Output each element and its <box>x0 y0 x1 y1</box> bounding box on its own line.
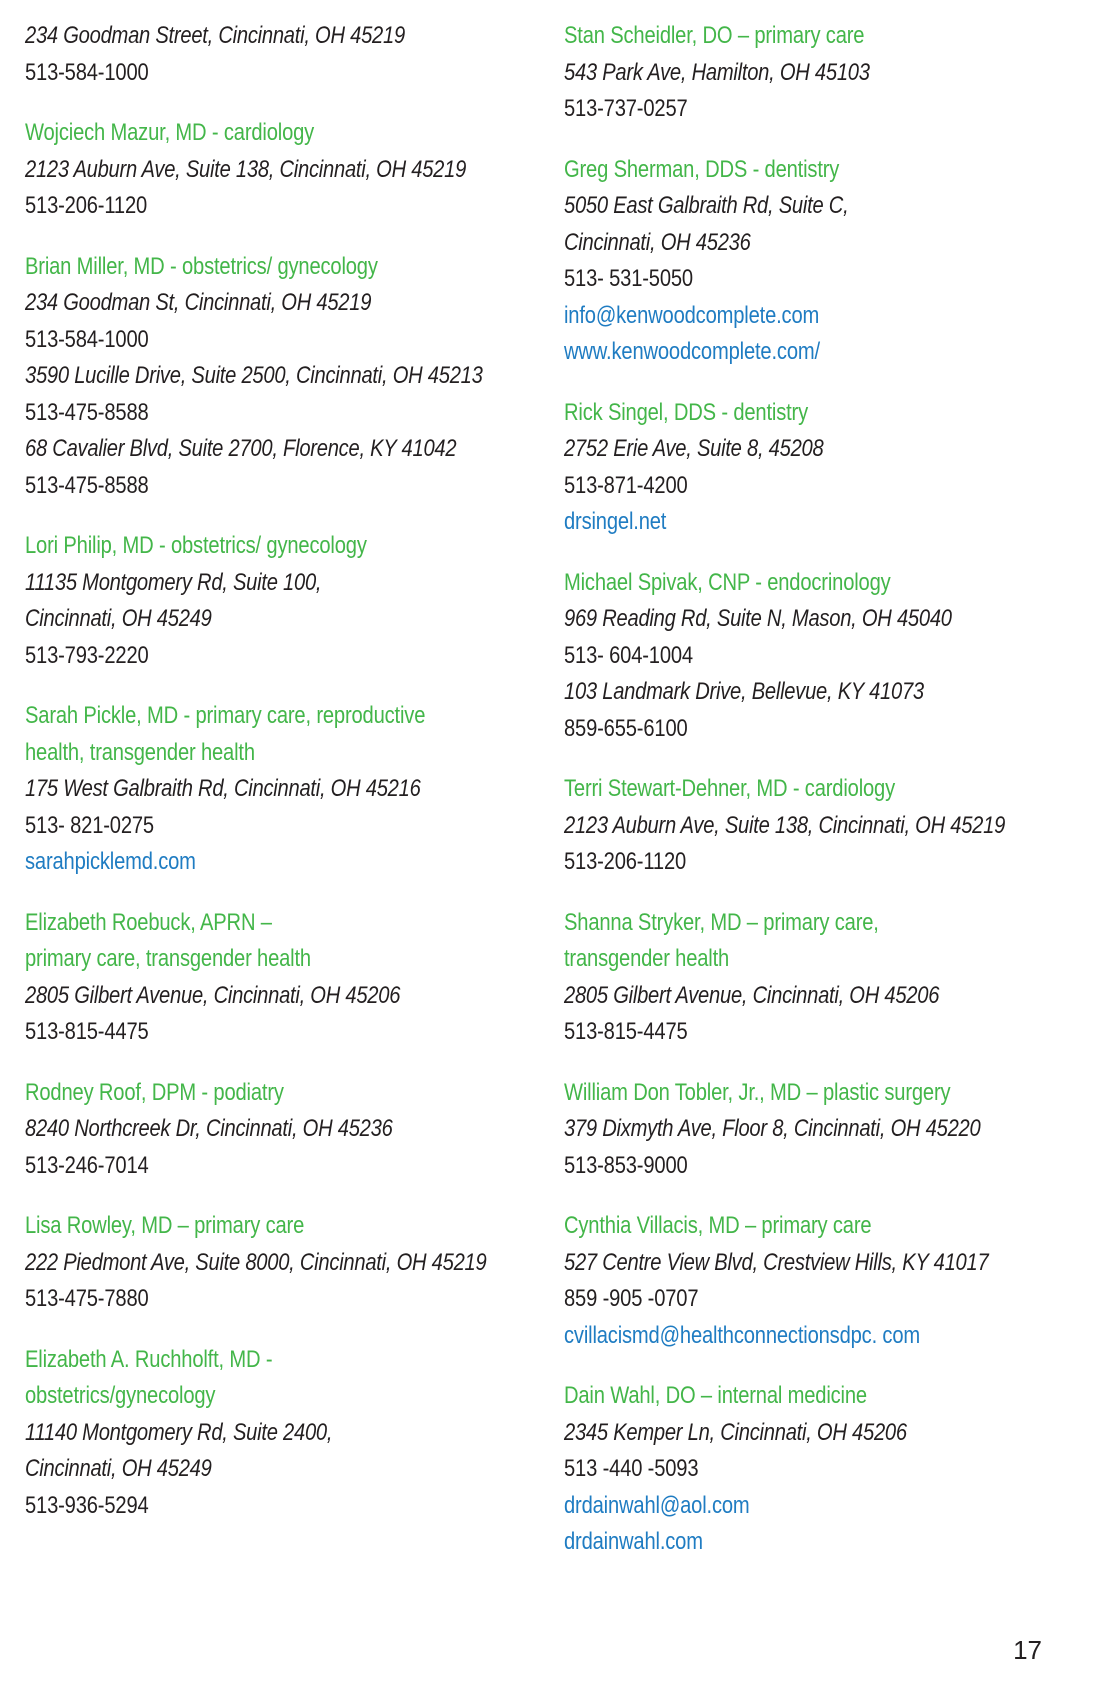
provider-name: Dain Wahl, DO – internal medicine <box>564 1382 867 1409</box>
provider-phone: 513-737-0257 <box>564 95 688 122</box>
provider-address: 175 West Galbraith Rd, Cincinnati, OH 45216 <box>25 775 421 802</box>
provider-address: 222 Piedmont Ave, Suite 8000, Cincinnati, OH 45219 <box>25 1248 487 1276</box>
provider-address: Cincinnati, OH 45249 <box>25 605 212 632</box>
provider-entry <box>25 528 535 674</box>
provider-phone: 513-206-1120 <box>25 192 148 219</box>
provider-name: primary care, transgender health <box>25 945 311 972</box>
provider-name: William Don Tobler, Jr., MD – plastic surgery <box>564 1078 951 1106</box>
provider-phone: 513-246-7014 <box>25 1151 149 1179</box>
provider-entry <box>564 18 1074 128</box>
provider-address: 2805 Gilbert Avenue, Cincinnati, OH 45206 <box>564 981 940 1009</box>
provider-entry <box>564 1378 1074 1561</box>
provider-address: 103 Landmark Drive, Bellevue, KY 41073 <box>564 678 924 705</box>
provider-address: 5050 East Galbraith Rd, Suite C, <box>564 192 849 219</box>
provider-address: 3590 Lucille Drive, Suite 2500, Cincinnati, OH 45213 <box>25 362 483 389</box>
provider-link[interactable]: drsingel.net <box>564 508 667 535</box>
provider-phone: 513-793-2220 <box>25 641 149 669</box>
provider-address: Cincinnati, OH 45249 <box>25 1455 212 1482</box>
provider-phone: 513-853-9000 <box>564 1151 688 1179</box>
left-column <box>25 18 535 1548</box>
provider-entry <box>25 18 535 91</box>
provider-name: Lisa Rowley, MD – primary care <box>25 1212 305 1239</box>
provider-name: Brian Miller, MD - obstetrics/ gynecology <box>25 252 378 280</box>
provider-phone: 513-584-1000 <box>25 325 149 353</box>
provider-name: transgender health <box>564 945 730 972</box>
provider-entry <box>564 395 1074 541</box>
provider-link[interactable]: drdainwahl@aol.com <box>564 1491 750 1519</box>
provider-phone: 513-936-5294 <box>25 1491 149 1519</box>
page-number: 17 <box>1013 1635 1042 1665</box>
provider-entry <box>25 698 535 881</box>
provider-address: 234 Goodman Street, Cincinnati, OH 45219 <box>25 22 405 49</box>
provider-address: 379 Dixmyth Ave, Floor 8, Cincinnati, OH 45220 <box>564 1115 981 1142</box>
provider-address: 527 Centre View Blvd, Crestview Hills, KY 41017 <box>564 1248 989 1276</box>
provider-phone: 513 -440 -5093 <box>564 1455 699 1482</box>
provider-phone: 513-815-4475 <box>25 1018 149 1045</box>
provider-name: Wojciech Mazur, MD - cardiology <box>25 119 315 146</box>
provider-phone: 513-475-7880 <box>25 1285 149 1312</box>
provider-link[interactable]: sarahpicklemd.com <box>25 848 196 875</box>
provider-name: Michael Spivak, CNP - endocrinology <box>564 568 891 596</box>
provider-phone: 513- 531-5050 <box>564 265 693 292</box>
provider-name: Terri Stewart-Dehner, MD - cardiology <box>564 775 896 802</box>
provider-link[interactable]: drdainwahl.com <box>564 1528 703 1555</box>
provider-name: Rick Singel, DDS - dentistry <box>564 398 809 426</box>
provider-phone: 513- 821-0275 <box>25 811 154 839</box>
provider-phone: 513-206-1120 <box>564 848 687 875</box>
provider-phone: 513-871-4200 <box>564 471 688 499</box>
provider-name: health, transgender health <box>25 738 255 766</box>
provider-name: Cynthia Villacis, MD – primary care <box>564 1212 872 1239</box>
provider-address: 234 Goodman St, Cincinnati, OH 45219 <box>25 289 372 316</box>
provider-entry <box>564 1208 1074 1354</box>
provider-name: Elizabeth A. Ruchholft, MD - <box>25 1345 273 1373</box>
provider-entry <box>25 1075 535 1185</box>
provider-address: 2345 Kemper Ln, Cincinnati, OH 45206 <box>564 1418 907 1446</box>
provider-address: 2123 Auburn Ave, Suite 138, Cincinnati, OH 45219 <box>25 155 467 183</box>
provider-address: 11140 Montgomery Rd, Suite 2400, <box>25 1418 333 1446</box>
provider-name: Shanna Stryker, MD – primary care, <box>564 908 879 936</box>
provider-entry <box>25 249 535 505</box>
provider-address: Cincinnati, OH 45236 <box>564 228 751 256</box>
provider-name: Stan Scheidler, DO – primary care <box>564 22 865 49</box>
provider-phone: 859 -905 -0707 <box>564 1285 699 1312</box>
provider-name: Elizabeth Roebuck, APRN – <box>25 908 272 936</box>
provider-link[interactable]: www.kenwoodcomplete.com/ <box>564 338 820 365</box>
provider-entry <box>564 905 1074 1051</box>
provider-link[interactable]: cvillacismd@healthconnectionsdpc. com <box>564 1321 921 1349</box>
provider-name: Lori Philip, MD - obstetrics/ gynecology <box>25 532 367 559</box>
provider-phone: 513-475-8588 <box>25 471 149 499</box>
provider-name: Sarah Pickle, MD - primary care, reproductive <box>25 702 426 729</box>
provider-entry <box>564 1075 1074 1185</box>
provider-address: 543 Park Ave, Hamilton, OH 45103 <box>564 58 870 86</box>
provider-link[interactable]: info@kenwoodcomplete.com <box>564 301 820 329</box>
provider-address: 11135 Montgomery Rd, Suite 100, <box>25 568 322 596</box>
provider-entry <box>25 1208 535 1318</box>
provider-address: 2752 Erie Ave, Suite 8, 45208 <box>564 435 824 462</box>
provider-entry <box>564 565 1074 748</box>
provider-phone: 513-815-4475 <box>564 1018 688 1045</box>
provider-entry <box>25 115 535 225</box>
provider-phone: 859-655-6100 <box>564 714 688 742</box>
provider-address: 68 Cavalier Blvd, Suite 2700, Florence, KY 41042 <box>25 435 457 462</box>
provider-name: Greg Sherman, DDS - dentistry <box>564 155 840 183</box>
provider-entry <box>25 1342 535 1525</box>
provider-address: 969 Reading Rd, Suite N, Mason, OH 45040 <box>564 605 952 632</box>
provider-phone: 513- 604-1004 <box>564 641 693 669</box>
right-column <box>564 18 1074 1585</box>
provider-phone: 513-584-1000 <box>25 58 149 86</box>
provider-address: 8240 Northcreek Dr, Cincinnati, OH 45236 <box>25 1115 393 1142</box>
provider-name: obstetrics/gynecology <box>25 1382 216 1409</box>
provider-name: Rodney Roof, DPM - podiatry <box>25 1078 284 1106</box>
provider-address: 2805 Gilbert Avenue, Cincinnati, OH 45206 <box>25 981 401 1009</box>
provider-phone: 513-475-8588 <box>25 398 149 426</box>
provider-entry <box>25 905 535 1051</box>
provider-entry <box>564 152 1074 371</box>
provider-entry <box>564 771 1074 881</box>
provider-address: 2123 Auburn Ave, Suite 138, Cincinnati, OH 45219 <box>564 811 1006 839</box>
